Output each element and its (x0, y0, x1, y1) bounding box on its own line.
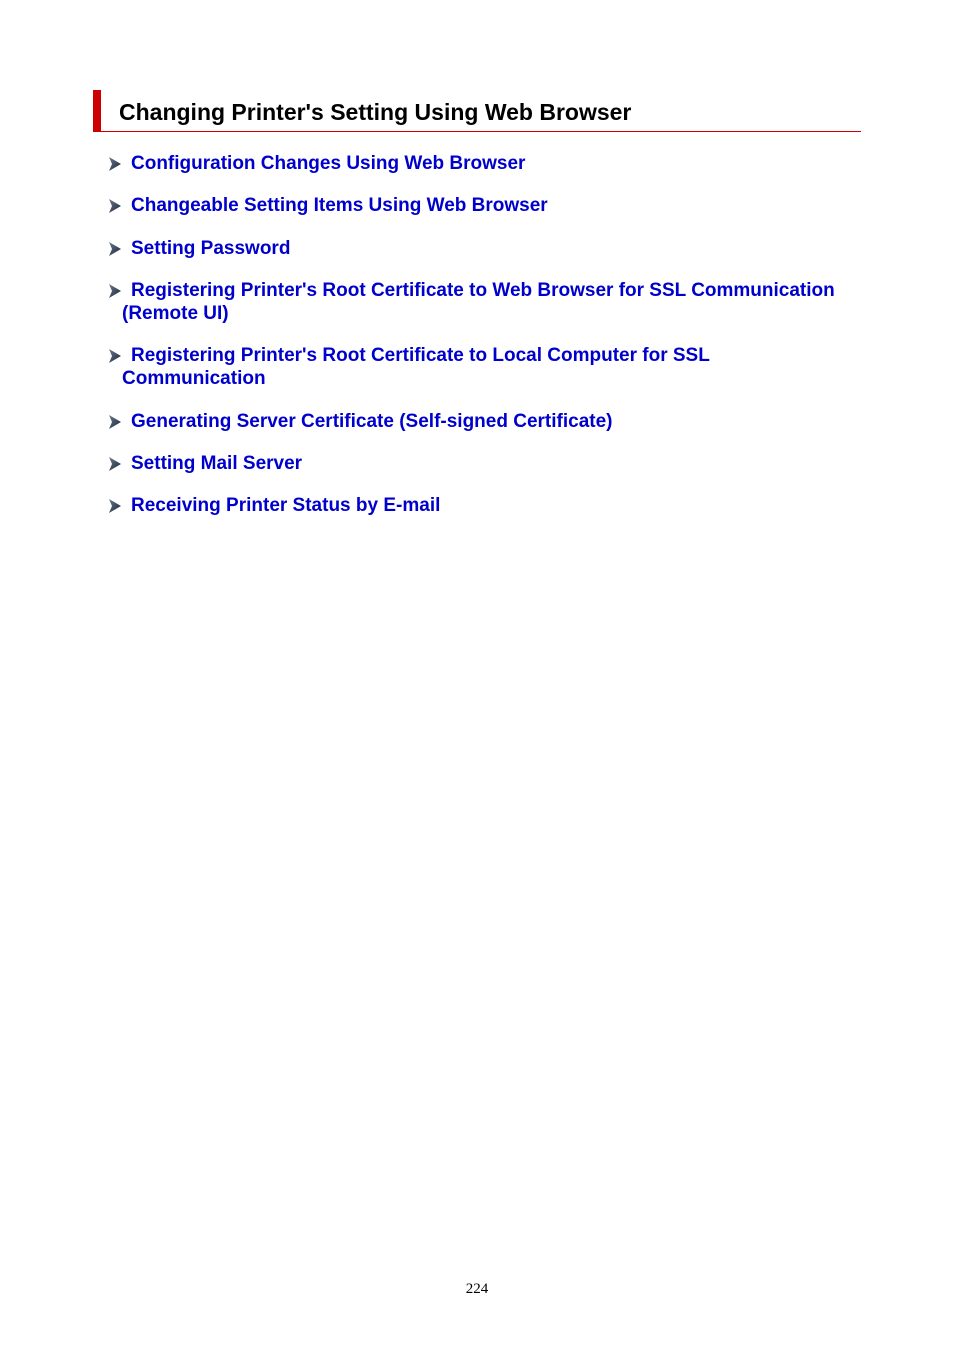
page-title: Changing Printer's Setting Using Web Browser (119, 99, 632, 125)
triangle-right-icon (108, 498, 122, 514)
list-item (108, 237, 868, 260)
link-receiving-printer-status[interactable]: Receiving Printer Status by E-mail (131, 495, 441, 516)
section-heading (93, 90, 861, 132)
link-setting-mail-server[interactable]: Setting Mail Server (131, 453, 303, 474)
triangle-right-icon (108, 348, 122, 364)
link-root-cert-local-computer[interactable]: Registering Printer's Root Certificate to Local Computer for SSL Communication (122, 345, 710, 389)
triangle-right-icon (108, 156, 122, 172)
page-number: 224 (465, 1281, 489, 1297)
list-item (108, 194, 868, 217)
link-setting-password[interactable]: Setting Password (131, 238, 291, 259)
list-item (108, 152, 868, 175)
link-generating-server-certificate[interactable]: Generating Server Certificate (Self-signed Certificate) (131, 411, 613, 432)
list-item (108, 452, 868, 475)
heading-accent-bar (93, 90, 101, 132)
triangle-right-icon (108, 456, 122, 472)
list-item (108, 344, 748, 390)
link-configuration-changes[interactable]: Configuration Changes Using Web Browser (131, 153, 526, 174)
triangle-right-icon (108, 414, 122, 430)
triangle-right-icon (108, 198, 122, 214)
link-changeable-setting-items[interactable]: Changeable Setting Items Using Web Browser (131, 195, 548, 216)
triangle-right-icon (108, 283, 122, 299)
list-item (108, 279, 868, 325)
link-root-cert-web-browser[interactable]: Registering Printer's Root Certificate to Web Browser for SSL Communication (Remote UI) (122, 280, 835, 324)
list-item (108, 410, 868, 433)
triangle-right-icon (108, 241, 122, 257)
list-item (108, 494, 868, 517)
